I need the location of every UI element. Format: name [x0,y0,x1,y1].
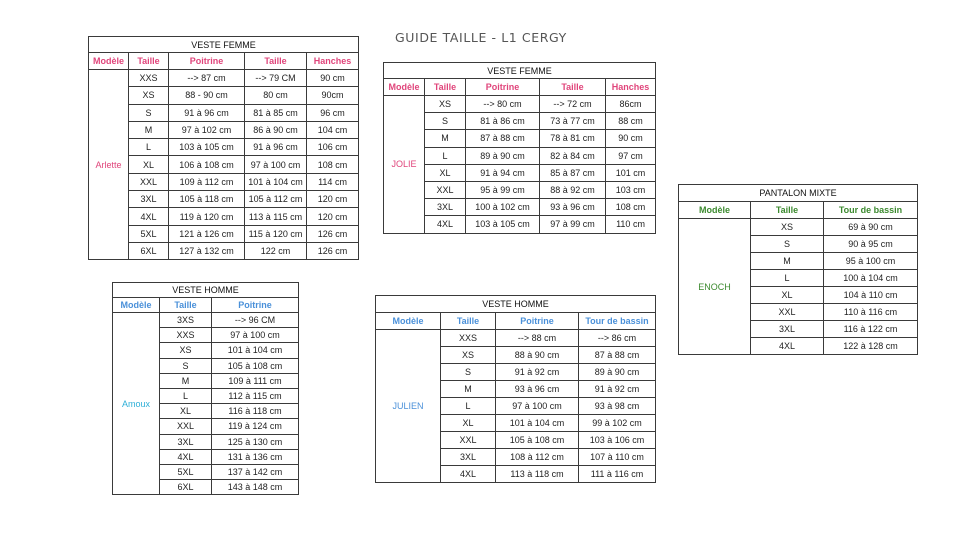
table-caption: VESTE HOMME [376,296,656,313]
measure-cell: 103 cm [606,181,656,198]
size-cell: XXL [441,432,496,449]
measure-cell: 116 à 118 cm [212,404,299,419]
measure-cell: 87 à 88 cm [466,130,540,147]
measure-cell: 122 cm [245,242,307,259]
table-veste-homme-julien [375,295,656,483]
size-cell: 6XL [129,242,169,259]
measure-cell: 106 à 108 cm [169,156,245,173]
table-row [89,191,359,208]
measure-cell: --> 86 cm [579,330,656,347]
size-cell: 4XL [160,449,212,464]
table-caption: VESTE HOMME [113,283,299,298]
measure-cell: 103 à 106 cm [579,432,656,449]
size-cell: 6XL [160,480,212,495]
measure-cell: 110 cm [606,216,656,233]
size-cell: M [751,253,824,270]
measure-cell: --> 96 CM [212,313,299,328]
table-caption: VESTE FEMME [89,37,359,53]
size-cell: XL [129,156,169,173]
size-cell: L [425,147,466,164]
size-cell: 4XL [441,466,496,483]
column-header: Hanches [606,79,656,96]
measure-cell: 107 à 110 cm [579,449,656,466]
size-cell: M [441,381,496,398]
measure-cell: 88 - 90 cm [169,87,245,104]
measure-cell: 86 à 90 cm [245,121,307,138]
measure-cell: 91 à 94 cm [466,164,540,181]
measure-cell: 119 à 124 cm [212,419,299,434]
table-row [384,164,656,181]
table-row [89,104,359,121]
measure-cell: 93 à 98 cm [579,398,656,415]
column-header: Taille [129,53,169,70]
measure-cell: 89 à 90 cm [579,364,656,381]
measure-cell: --> 80 cm [466,96,540,113]
measure-cell: 88 à 92 cm [540,181,606,198]
table-row [384,181,656,198]
measure-cell: 125 à 130 cm [212,434,299,449]
measure-cell: --> 87 cm [169,70,245,87]
measure-cell: 103 à 105 cm [466,216,540,233]
measure-cell: 105 à 118 cm [169,191,245,208]
measure-cell: 131 à 136 cm [212,449,299,464]
size-cell: 4XL [425,216,466,233]
size-cell: S [160,358,212,373]
size-cell: XL [425,164,466,181]
measure-cell: 108 cm [606,199,656,216]
page-title: GUIDE TAILLE - L1 CERGY [395,30,567,45]
measure-cell: 88 à 90 cm [496,347,579,364]
column-header: Poitrine [212,298,299,313]
table-row [89,173,359,190]
model-name: Arlette [89,70,129,260]
size-cell: XS [751,219,824,236]
size-cell: L [129,139,169,156]
size-cell: XL [751,287,824,304]
column-header: Taille [540,79,606,96]
table-pantalon-mixte-enoch [678,184,918,355]
measure-cell: 97 cm [606,147,656,164]
measure-cell: 96 cm [307,104,359,121]
measure-cell: 85 à 87 cm [540,164,606,181]
size-cell: 5XL [129,225,169,242]
measure-cell: 86cm [606,96,656,113]
size-cell: XXS [129,70,169,87]
measure-cell: 112 à 115 cm [212,388,299,403]
measure-cell: 88 cm [606,113,656,130]
table-veste-femme-arlette [88,36,359,260]
measure-cell: 81 à 85 cm [245,104,307,121]
size-cell: XS [441,347,496,364]
model-name: JULIEN [376,330,441,483]
size-cell: XXL [160,419,212,434]
column-header: Modèle [113,298,160,313]
column-header: Poitrine [169,53,245,70]
size-cell: S [425,113,466,130]
model-name: Amoux [113,313,160,495]
size-cell: 3XL [441,449,496,466]
measure-cell: 97 à 99 cm [540,216,606,233]
size-cell: XL [160,404,212,419]
table-veste-homme-amoux [112,282,299,495]
column-header: Taille [751,202,824,219]
size-cell: 3XL [425,199,466,216]
column-header: Modèle [679,202,751,219]
measure-cell: 104 à 110 cm [824,287,918,304]
size-cell: 3XL [160,434,212,449]
measure-cell: 110 à 116 cm [824,304,918,321]
measure-cell: 73 à 77 cm [540,113,606,130]
measure-cell: 93 à 96 cm [540,199,606,216]
measure-cell: 93 à 96 cm [496,381,579,398]
size-cell: L [160,388,212,403]
measure-cell: 91 à 92 cm [579,381,656,398]
size-cell: 5XL [160,464,212,479]
measure-cell: 126 cm [307,225,359,242]
measure-cell: 90 cm [606,130,656,147]
measure-cell: 120 cm [307,191,359,208]
measure-cell: 109 à 112 cm [169,173,245,190]
measure-cell: --> 72 cm [540,96,606,113]
size-cell: S [129,104,169,121]
table-row [89,87,359,104]
measure-cell: 104 cm [307,121,359,138]
measure-cell: --> 79 CM [245,70,307,87]
table-row [384,216,656,233]
table-row [89,242,359,259]
measure-cell: 90 à 95 cm [824,236,918,253]
column-header: Taille [245,53,307,70]
column-header: Taille [160,298,212,313]
size-cell: 4XL [129,208,169,225]
measure-cell: 91 à 92 cm [496,364,579,381]
size-cell: 3XL [129,191,169,208]
column-header: Tour de bassin [824,202,918,219]
measure-cell: 108 cm [307,156,359,173]
size-cell: XL [441,415,496,432]
table-row [376,330,656,347]
size-cell: L [751,270,824,287]
table-row [89,121,359,138]
measure-cell: 91 à 96 cm [169,104,245,121]
size-cell: XXS [160,328,212,343]
size-cell: S [441,364,496,381]
column-header: Taille [425,79,466,96]
measure-cell: 115 à 120 cm [245,225,307,242]
column-header: Poitrine [496,313,579,330]
measure-cell: 90cm [307,87,359,104]
measure-cell: 114 cm [307,173,359,190]
size-cell: XXS [441,330,496,347]
measure-cell: 87 à 88 cm [579,347,656,364]
size-cell: XS [129,87,169,104]
size-cell: XS [425,96,466,113]
measure-cell: --> 88 cm [496,330,579,347]
table-row [89,70,359,87]
measure-cell: 108 à 112 cm [496,449,579,466]
measure-cell: 82 à 84 cm [540,147,606,164]
size-cell: XXL [129,173,169,190]
column-header: Modèle [384,79,425,96]
size-cell: S [751,236,824,253]
column-header: Modèle [376,313,441,330]
size-cell: M [160,373,212,388]
measure-cell: 91 à 96 cm [245,139,307,156]
measure-cell: 111 à 116 cm [579,466,656,483]
table-row [384,199,656,216]
table-row [679,219,918,236]
measure-cell: 103 à 105 cm [169,139,245,156]
table-caption: VESTE FEMME [384,63,656,79]
measure-cell: 89 à 90 cm [466,147,540,164]
size-cell: XXL [751,304,824,321]
size-cell: XS [160,343,212,358]
table-caption: PANTALON MIXTE [679,185,918,202]
measure-cell: 97 à 100 cm [496,398,579,415]
column-header: Tour de bassin [579,313,656,330]
table-row [384,147,656,164]
size-cell: M [129,121,169,138]
measure-cell: 119 à 120 cm [169,208,245,225]
measure-cell: 100 à 102 cm [466,199,540,216]
measure-cell: 105 à 112 cm [245,191,307,208]
measure-cell: 90 cm [307,70,359,87]
measure-cell: 69 à 90 cm [824,219,918,236]
model-name: ENOCH [679,219,751,355]
table-row [384,113,656,130]
measure-cell: 120 cm [307,208,359,225]
measure-cell: 109 à 111 cm [212,373,299,388]
measure-cell: 106 cm [307,139,359,156]
measure-cell: 113 à 115 cm [245,208,307,225]
size-cell: 3XL [751,321,824,338]
column-header: Poitrine [466,79,540,96]
measure-cell: 95 à 99 cm [466,181,540,198]
measure-cell: 121 à 126 cm [169,225,245,242]
table-row [89,208,359,225]
table-veste-femme-jolie [383,62,656,234]
table-row [384,96,656,113]
measure-cell: 116 à 122 cm [824,321,918,338]
measure-cell: 127 à 132 cm [169,242,245,259]
size-cell: M [425,130,466,147]
column-header: Modèle [89,53,129,70]
measure-cell: 97 à 100 cm [245,156,307,173]
measure-cell: 101 cm [606,164,656,181]
measure-cell: 78 à 81 cm [540,130,606,147]
measure-cell: 97 à 102 cm [169,121,245,138]
measure-cell: 97 à 100 cm [212,328,299,343]
column-header: Hanches [307,53,359,70]
model-name: JOLIE [384,96,425,234]
measure-cell: 105 à 108 cm [212,358,299,373]
table-row [89,225,359,242]
measure-cell: 137 à 142 cm [212,464,299,479]
measure-cell: 99 à 102 cm [579,415,656,432]
measure-cell: 143 à 148 cm [212,480,299,495]
measure-cell: 101 à 104 cm [496,415,579,432]
measure-cell: 105 à 108 cm [496,432,579,449]
size-cell: L [441,398,496,415]
table-row [89,139,359,156]
measure-cell: 122 à 128 cm [824,338,918,355]
measure-cell: 101 à 104 cm [212,343,299,358]
measure-cell: 126 cm [307,242,359,259]
measure-cell: 101 à 104 cm [245,173,307,190]
table-row [113,313,299,328]
measure-cell: 95 à 100 cm [824,253,918,270]
size-cell: XXL [425,181,466,198]
column-header: Taille [441,313,496,330]
measure-cell: 80 cm [245,87,307,104]
size-cell: 4XL [751,338,824,355]
measure-cell: 81 à 86 cm [466,113,540,130]
table-row [384,130,656,147]
table-row [89,156,359,173]
measure-cell: 100 à 104 cm [824,270,918,287]
measure-cell: 113 à 118 cm [496,466,579,483]
size-cell: 3XS [160,313,212,328]
